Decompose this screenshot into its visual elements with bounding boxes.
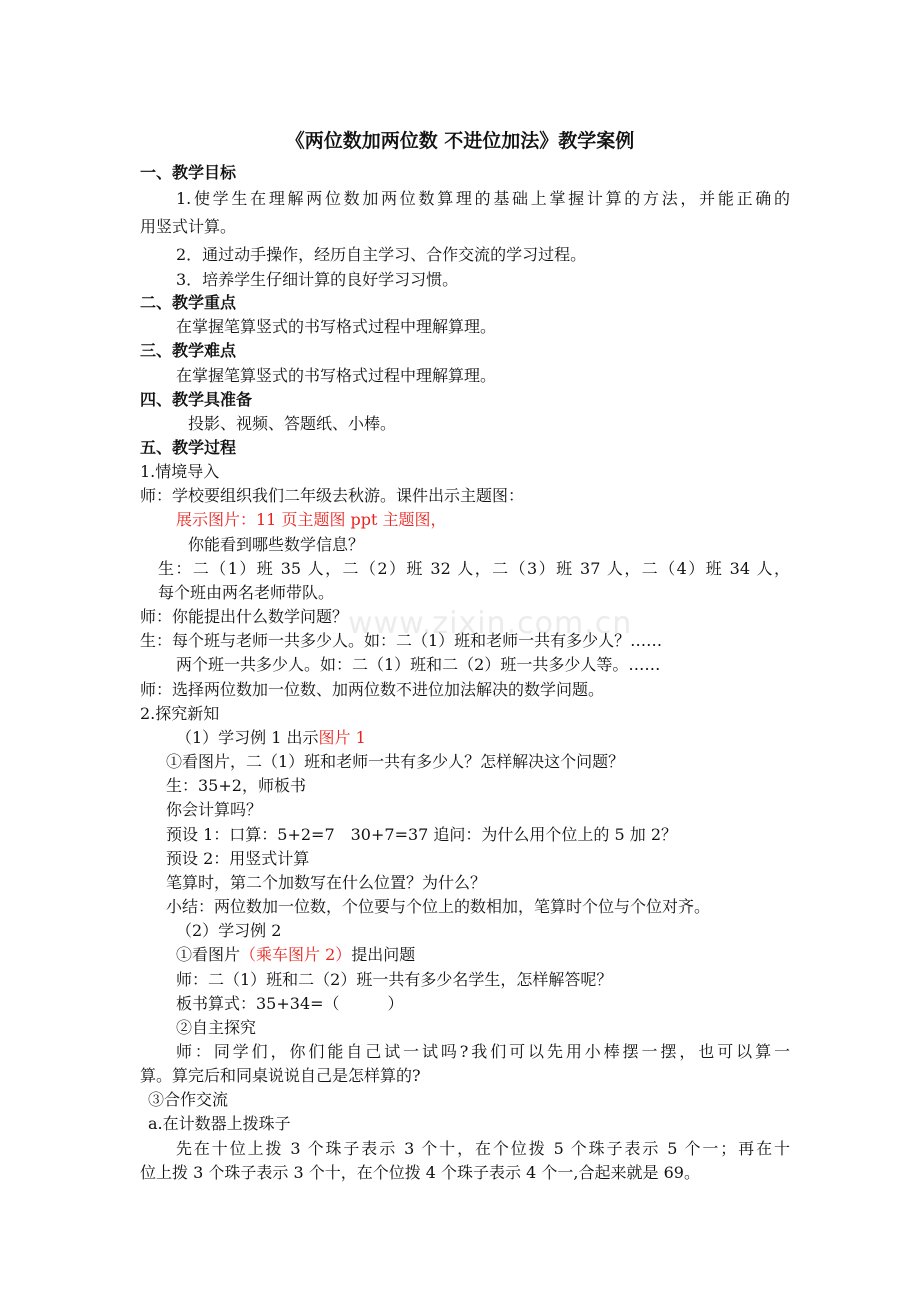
image-1-ref: 图片 1 [318, 728, 366, 747]
student-line-1-cont: 每个班由两名老师带队。 [158, 583, 335, 602]
ask-question: 提出问题 [351, 945, 416, 964]
bead-explanation-1: 先在十位上拨 3 个珠子表示 3 个十，在个位拨 5 个珠子表示 5 个一；再在十 [176, 1139, 790, 1158]
student-line-1: 生：二（1）班 35 人，二（2）班 32 人，二（3）班 37 人，二（4）班 34 人， [158, 559, 790, 578]
teacher-line-2: 师：你能提出什么数学问题？ [140, 607, 349, 626]
student-line-2: 生：每个班与老师一共多少人。如：二（1）班和老师一共有多少人？…… [140, 631, 663, 650]
student-line-2-cont: 两个班一共多少人。如：二（1）班和二（2）班一共多少人等。…… [176, 655, 661, 674]
teacher-line-3: 师：选择两位数加一位数、加两位数不进位加法解决的数学问题。 [140, 680, 605, 699]
goal-1-line-1: 1.使学生在理解两位数加两位数算理的基础上掌握计算的方法，并能正确的 [176, 189, 790, 208]
example-1-heading [176, 727, 826, 749]
board-equation: 板书算式：35+34=（ ） [176, 994, 404, 1013]
counter-bead-step: a.在计数器上拨珠子 [148, 1114, 291, 1133]
heading-teaching-goals: 一、教学目标 [140, 163, 237, 182]
example-1-question: ①看图片，二（1）班和老师一共有多少人？怎样解决这个问题？ [166, 752, 625, 771]
process-step-1: 1.情境导入 [140, 462, 220, 481]
goal-2: 2．通过动手操作，经历自主学习、合作交流的学习过程。 [176, 245, 587, 264]
self-exploration: ②自主探究 [176, 1018, 257, 1037]
bus-image-ref: （乘车图片 2） [240, 945, 352, 964]
document-title: 《两位数加两位数 不进位加法》教学案例 [285, 130, 635, 152]
look-at-image: ①看图片 [176, 945, 241, 964]
show-image-note: 展示图片：11 页主题图 ppt 主题图， [176, 510, 447, 529]
preset-1: 预设 1：口算：5+2=7 30+7=37 追问：为什么用个位上的 5 加 2？ [166, 825, 678, 844]
heading-key-point: 二、教学重点 [140, 293, 237, 312]
heading-process: 五、教学过程 [140, 438, 237, 457]
watermark: www.zixin.com.cn [348, 606, 633, 641]
teacher-line-5-cont: 算。算完后和同桌说说自己是怎样算的? [140, 1066, 421, 1085]
teacher-line-4: 师：二（1）班和二（2）班一共有多少名学生，怎样解答呢？ [176, 970, 613, 989]
bead-explanation-2: 位上拨 3 个珠子表示 3 个十，在个位拨 4 个珠子表示 4 个一,合起来就是 69。 [140, 1163, 700, 1182]
preset-2: 预设 2：用竖式计算 [166, 849, 310, 868]
goal-1-line-2: 用竖式计算。 [140, 217, 237, 236]
example-2-heading: （2）学习例 2 [176, 921, 282, 940]
example-1-text: （1）学习例 1 出示 [176, 728, 319, 747]
cooperative-exchange: ③合作交流 [148, 1090, 229, 1109]
teacher-line-1: 师：学校要组织我们二年级去秋游。课件出示主题图： [140, 486, 525, 505]
heading-materials: 四、教学具准备 [140, 390, 253, 409]
difficulty-text: 在掌握笔算竖式的书写格式过程中理解算理。 [176, 366, 497, 385]
heading-difficulty: 三、教学难点 [140, 341, 237, 360]
goal-3: 3．培养学生仔细计算的良好学习习惯。 [176, 270, 459, 289]
summary-1: 小结：两位数加一位数，个位要与个位上的数相加，笔算时个位与个位对齐。 [166, 897, 711, 916]
can-you-calculate: 你会计算吗？ [166, 800, 263, 819]
materials-text: 投影、视频、答题纸、小棒。 [188, 414, 397, 433]
process-step-2: 2.探究新知 [140, 704, 220, 723]
teacher-line-5: 师：同学们，你们能自己试一试吗?我们可以先用小棒摆一摆，也可以算一 [176, 1042, 790, 1061]
question-math-info: 你能看到哪些数学信息？ [188, 535, 365, 554]
written-calc-question: 笔算时，第二个加数写在什么位置？为什么？ [166, 873, 487, 892]
example-2-question-line [176, 944, 826, 966]
student-answer-1: 生：35+2，师板书 [166, 776, 306, 795]
key-point-text: 在掌握笔算竖式的书写格式过程中理解算理。 [176, 317, 497, 336]
